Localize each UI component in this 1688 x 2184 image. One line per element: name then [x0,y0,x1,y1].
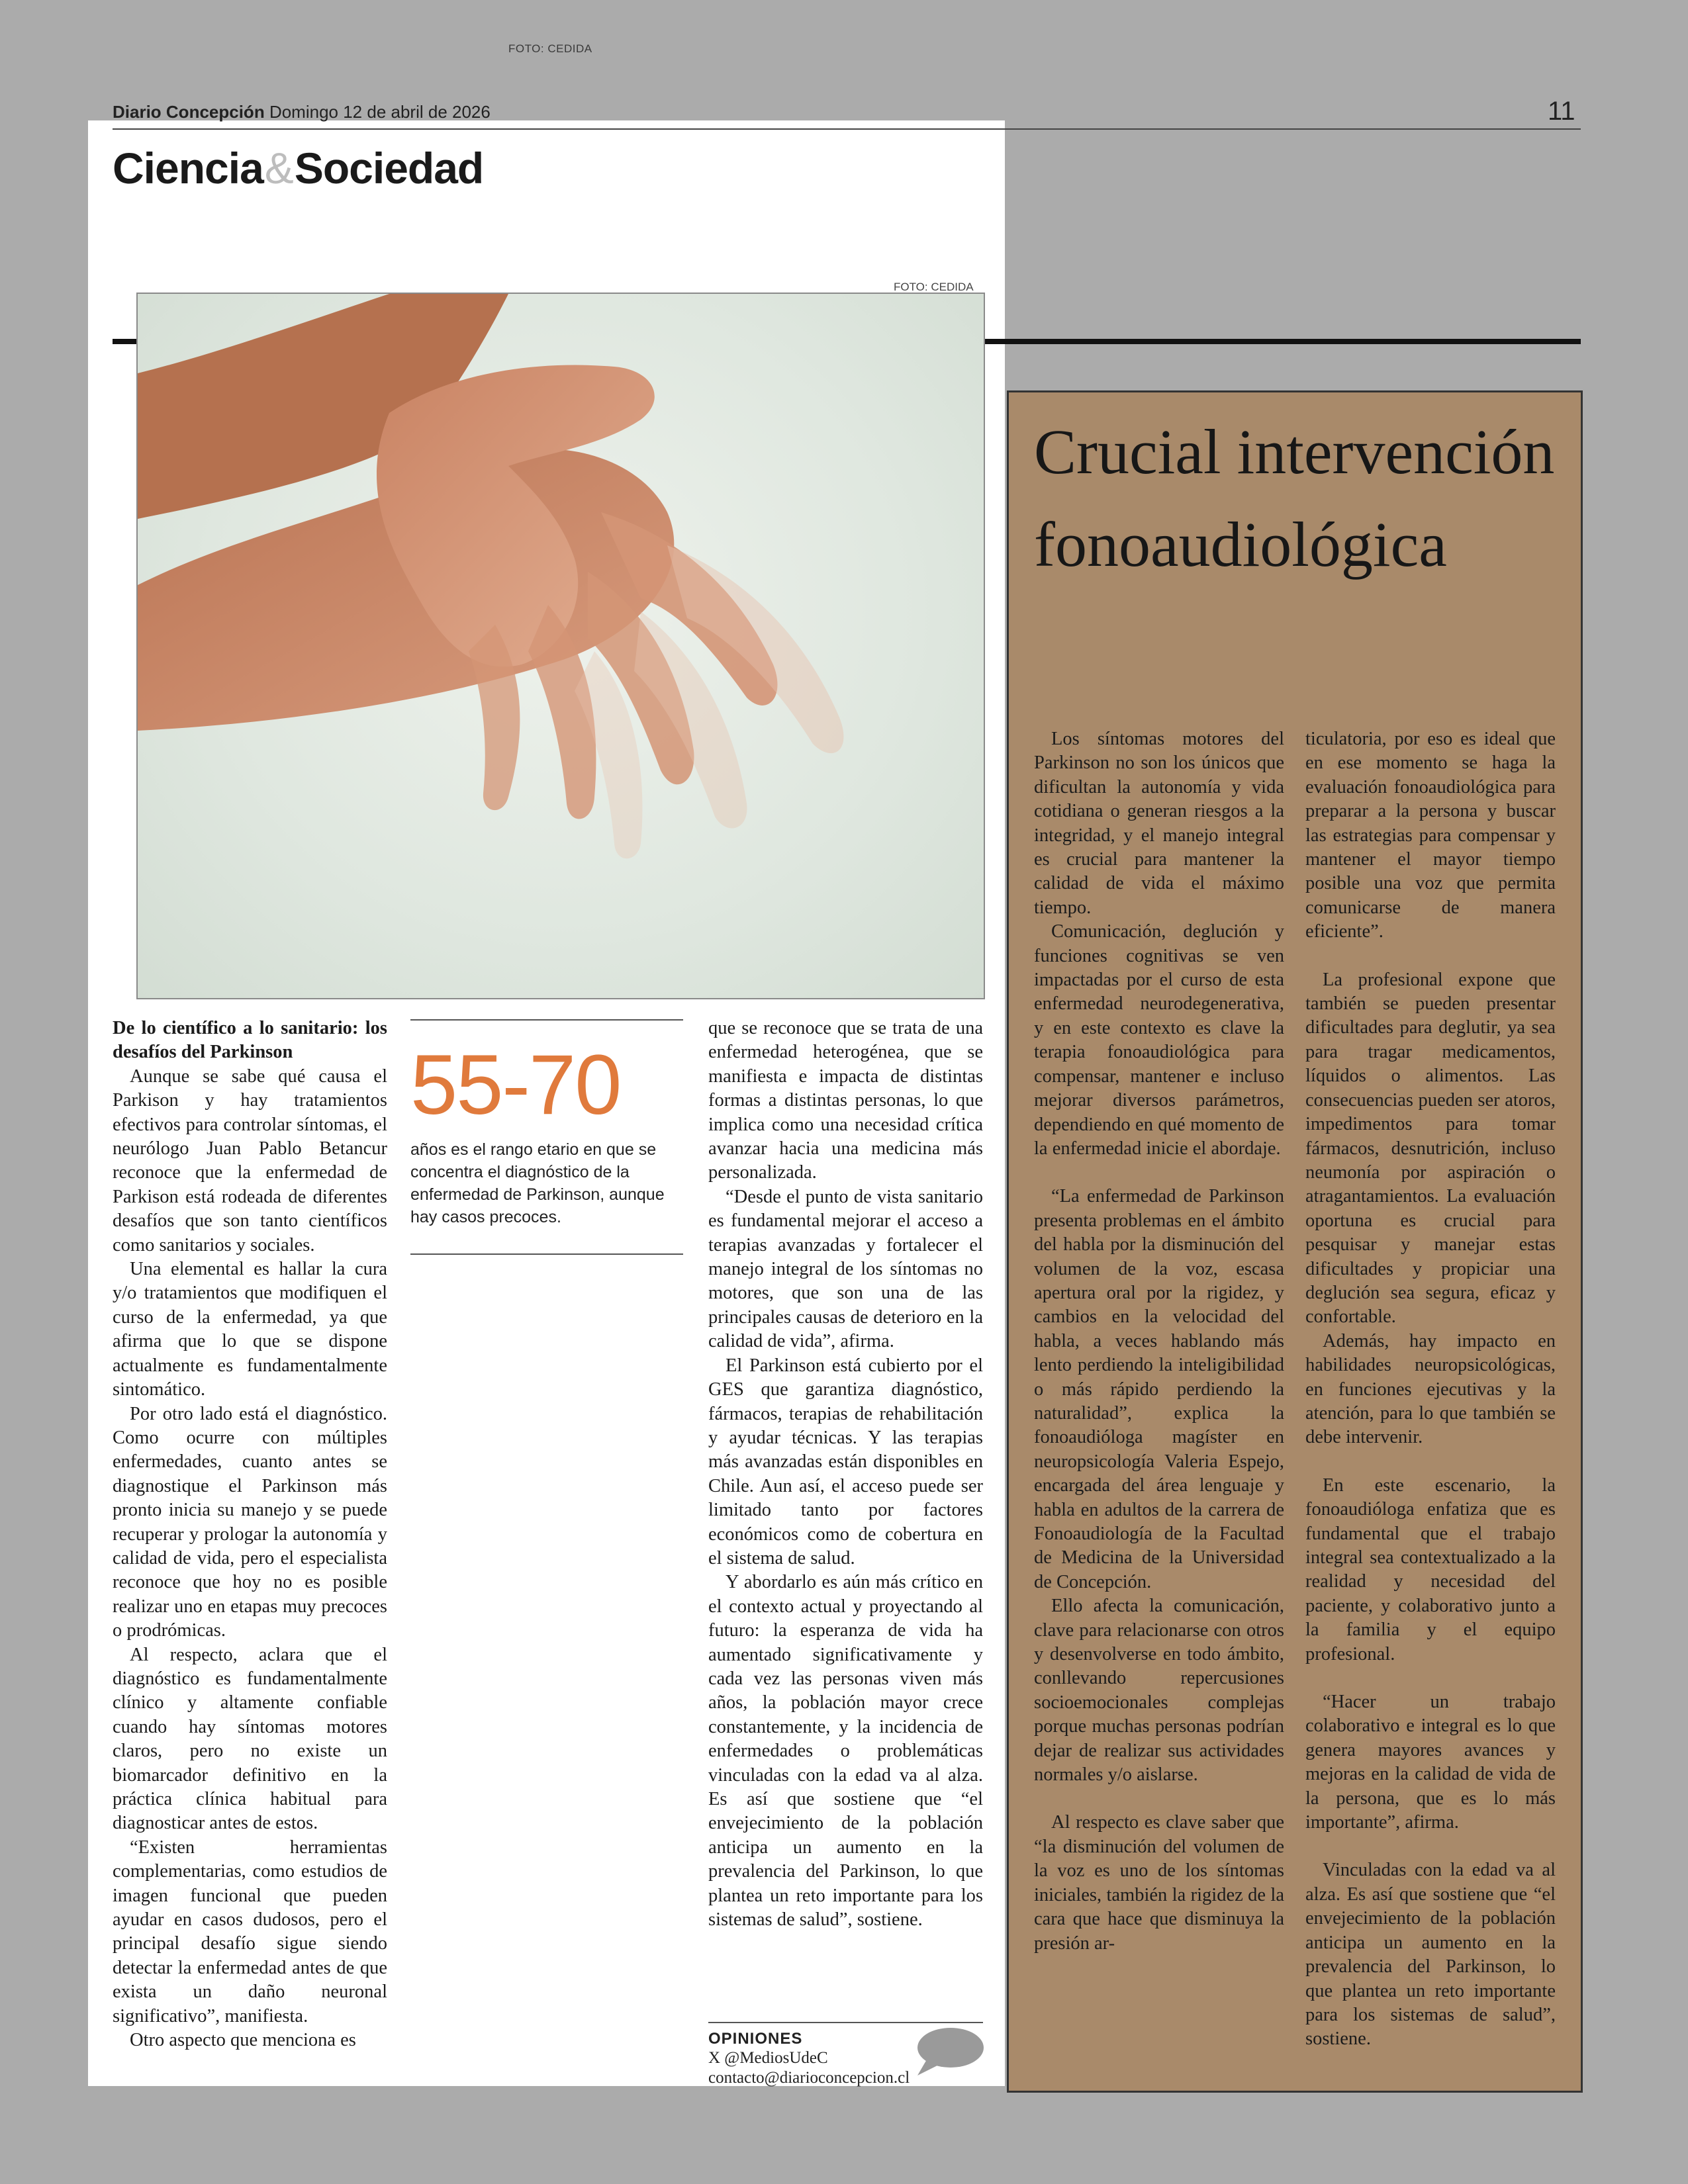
section-title [113,143,483,193]
article-paragraph: Y abordarlo es aún más crítico en el contexto actual y proyectando al futuro: la esperanza de vida ha aumentado significativamente y cada vez las personas viven más años, la población mayor crece constantemente, y la incidencia de enfermedades o problemáticas vinculadas con la edad va al alza. Es así que sostiene que “el envejecimiento de la población anticipa un aumento en la prevalencia del Parkinson, lo que plantea un reto importante para los sistemas de salud”, sostiene. [708,1572,983,1931]
article-paragraph: Otro aspecto que menciona es [130,2030,356,2051]
sidebar-paragraph: Al respecto es clave saber que “la disminución del volumen de la voz es uno de los síntomas iniciales, también la rigidez de la cara que hace que disminuya la presión ar- [1034,1812,1284,1954]
article-subhead: De lo científico a lo sanitario: los desafíos del Parkinson [113,1018,387,1063]
article-paragraph: “Desde el punto de vista sanitario es fundamental mejorar el acceso a terapias avanzadas y fortalecer el manejo integral de los síntomas no motores, que son una de las principales causas de deterioro en la calidad de vida”, afirma. [708,1186,983,1352]
sidebar-paragraph: ticulatoria, por eso es ideal que en ese momento se haga la evaluación fonoaudiológica para preparar a la persona y buscar las estrategias para compensar y mantener el mayor tiempo posible una voz que permita comunicarse de manera eficiente”. [1305,729,1556,942]
article-paragraph: Por otro lado está el diagnóstico. Como ocurre con múltiples enfermedades, cuanto antes se diagnostique el Parkinson más pronto inicia su manejo y se puede recuperar y prologar la autonomía y calidad de vida, pero el especialista reconoce que hoy no es posible realizar uno en etapas muy precoces o prodrómicas. [113,1403,387,1641]
issue-date: Domingo 12 de abril de 2026 [269,102,491,122]
sidebar-paragraph: Los síntomas motores del Parkinson no son los únicos que dificultan la autonomía y vida cotidiana o generan riesgos a la integridad, y el manejo integral es crucial para mantener la calidad de vida el máximo tiempo. [1034,729,1284,918]
article-paragraph: Al respecto, aclara que el diagnóstico es fundamentalmente clínico y altamente confiable cuando hay síntomas motores claros, pero no existe un biomarcador definitivo en la práctica clínica habitual para diagnosticar antes de estos. [113,1644,387,1834]
section-title-part2: Sociedad [294,144,484,193]
opinions-email-link[interactable]: contacto@diarioconcepcion.cl [708,2069,910,2087]
newspaper-name: Diario Concepción [113,102,265,122]
sidebar-paragraph: Además, hay impacto en habilidades neuropsicológicas, en funciones ejecutivas y la atención, para lo que también se debe intervenir. [1305,1330,1556,1448]
fact-number: 55-70 [410,1038,621,1132]
page-number: 11 [1548,97,1575,126]
sidebar-title: Crucial intervención fonoaudiológica [1034,416,1555,580]
sidebar-box [1007,390,1583,2093]
fact-box [410,1019,683,1255]
section-title-ampersand: & [264,144,293,193]
article-paragraph: “Existen herramientas complementarias, como estudios de imagen funcional que pueden ayudar en casos dudosos, pero el principal desafío sigue siendo detectar la enfermedad antes de que exista un daño neuronal significativo”, manifiesta. [113,1837,387,2026]
article-paragraph: que se reconoce que se trata de una enfermedad heterogénea, que se manifiesta e impacta de distintas formas a distintas personas, lo que implica como una necesidad crítica avanzar hacia una medicina más personalizada. [708,1018,983,1183]
sidebar-column-1 [1034,727,1284,1956]
hands-illustration [138,294,984,998]
article-paragraph: Aunque se sabe qué causa el Parkison y hay tratamientos efectivos para controlar síntomas, el neurólogo Juan Pablo Betancur reconoce que la enfermedad de Parkison está rodeada de diferentes desafíos que son tanto científicos como sanitarios y sociales. [113,1066,387,1255]
sidebar-column-2 [1305,727,1556,2052]
opinions-twitter-link[interactable]: X @MediosUdeC [708,2049,828,2067]
article-column-3 [708,1017,983,1932]
sidebar-paragraph: La profesional expone que también se pueden presentar dificultades para deglutir, ya sea para tragar medicamentos, líquidos o alimentos. Las consecuencias pueden ser atoros, impedimentos para tomar fármacos, desnutrición, incluso neumonía por aspiración o atragantamientos. La evaluación oportuna es crucial para pesquisar y manejar estas dificultades y propiciar una deglución sea segura, eficaz y confortable. [1305,969,1556,1328]
thick-rule-right [982,339,1581,344]
sidebar-paragraph: Comunicación, deglución y funciones cognitivas se ven impactadas por el curso de esta enfermedad neurodegenerativa, y en este contexto es clave la terapia fonoaudiológica para compensar, mantener e incluso mejorar diversos parámetros, dependiendo en qué momento de la enfermedad inicie el abordaje. [1034,921,1284,1159]
article-paragraph: El Parkinson está cubierto por el GES que garantiza diagnóstico, fármacos, terapias de rehabilitación y ayudar técnicas. Y las terapias más avanzadas están disponibles en Chile. Aun así, el acceso puede ser limitado tanto por factores económicos como de cobertura en el sistema de salud. [708,1355,983,1569]
sidebar-paragraph: “La enfermedad de Parkinson presenta problemas en el ámbito del habla por la disminución del volumen de la voz, escasa apertura oral por la rigidez, y cambios en la velocidad del habla, a veces hablando más lento perdiendo la inteligibilidad o más rápido perdiendo la naturalidad”, explica la fonoaudióloga magíster en neuropsicología Valeria Espejo, encargada del área lenguaje y habla en adultos de la carrera de Fonoaudiología de la Facultad de Medicina de la Universidad de Concepción. [1034,1186,1284,1592]
article-column-1 [113,1017,387,2052]
photo-credit: FOTO: CEDIDA [894,281,974,293]
sidebar-paragraph: “Hacer un trabajo colaborativo e integral es lo que genera mayores avances y mejoras en la calidad de vida de la persona, que es lo más importante”, afirma. [1305,1692,1556,1833]
top-photo-credit: FOTO: CEDIDA [508,42,592,55]
sidebar-paragraph: Ello afecta la comunicación, clave para relacionarse con otros y desenvolverse en todo ámbito, conllevando repercusiones socioemocionales complejas porque muchas personas podrían dejar de realizar sus actividades normales y/o aislarse. [1034,1596,1284,1786]
sidebar-paragraph: Vinculadas con la edad va al alza. Es así que sostiene que “el envejecimiento de la población anticipa un aumento en la prevalencia del Parkinson, lo que plantea un reto importante para los sistemas de salud”, sostiene. [1305,1860,1556,2050]
masthead [113,102,491,122]
opinions-title: OPINIONES [708,2030,803,2048]
header-rule [113,128,1581,130]
sidebar-paragraph: En este escenario, la fonoaudióloga enfatiza que es fundamental que el trabajo integral sea contextualizado a la realidad y necesidad del paciente, y colaborativo junto a la familia y el equipo profesional. [1305,1475,1556,1664]
fact-text: años es el rango etario en que se concentra el diagnóstico de la enfermedad de Parkinson, aunque hay casos precoces. [410,1140,665,1226]
hands-photo [136,293,985,999]
section-title-part1: Ciencia [113,144,263,193]
thick-rule-left [113,339,138,344]
article-paragraph: Una elemental es hallar la cura y/o tratamientos que modifiquen el curso de la enfermedad, ya que afirma que lo que se dispone actualmente es fundamentalmente sintomático. [113,1259,387,1400]
speech-bubble-icon [912,2026,985,2078]
